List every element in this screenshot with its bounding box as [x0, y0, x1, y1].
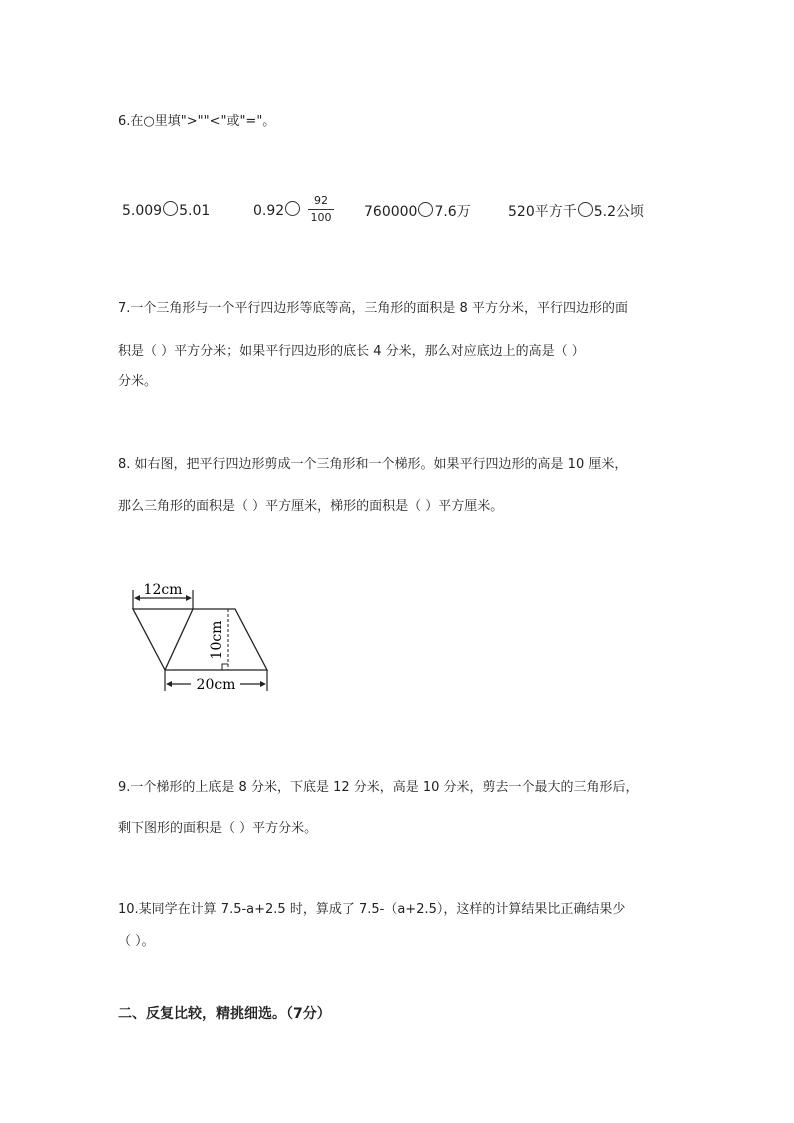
q8-line-1: 8. 如右图，把平行四边形剪成一个三角形和一个梯形。如果平行四边形的高是 10 厘米，: [118, 457, 628, 472]
q6-prompt: 6.在○里填">""<"或"="。: [118, 114, 276, 129]
section-2-title: 二、反复比较，精挑细选。（7分）: [118, 1006, 331, 1022]
q6-e4-left: 520平方千: [508, 204, 577, 220]
q6-e3-left: 760000: [364, 204, 418, 220]
compare-circle[interactable]: [163, 201, 178, 216]
arrow-left-icon: [134, 595, 140, 601]
q6-expr-3: [364, 201, 471, 221]
fraction-denominator: 100: [310, 211, 332, 224]
q6-e1-right: 5.01: [179, 203, 211, 219]
right-angle-mark: [222, 664, 228, 670]
q6-expr-1: [122, 201, 210, 219]
q7-line-1: 7.一个三角形与一个平行四边形等底等高，三角形的面积是 8 平方分米，平行四边形的面: [118, 301, 628, 316]
parallelogram-figure: [125, 578, 275, 696]
q6-e1-left: 5.009: [122, 203, 163, 219]
q6-e2-left: 0.92: [253, 203, 285, 219]
q10-line-2: （ ）。: [118, 934, 155, 949]
compare-circle[interactable]: [578, 202, 593, 217]
cut-line: [165, 609, 193, 670]
label-top: 12cm: [143, 582, 183, 598]
label-height: 10cm: [209, 620, 225, 660]
q6-e3-right: 7.6万: [434, 204, 471, 220]
arrow-right-icon: [186, 595, 192, 601]
q10-line-1: 10.某同学在计算 7.5-a+2.5 时，算成了 7.5-（a+2.5），这样的计算结果比正确结果少: [118, 902, 626, 917]
parallelogram-outline: [133, 609, 267, 670]
compare-circle[interactable]: [418, 202, 433, 217]
label-bottom: 20cm: [196, 677, 236, 693]
q9-line-2: 剩下图形的面积是（ ）平方分米。: [118, 821, 318, 836]
q8-line-2: 那么三角形的面积是（ ）平方厘米，梯形的面积是（ ）平方厘米。: [118, 499, 504, 514]
q6-expr-2: [253, 201, 301, 219]
arrow-left-icon: [166, 681, 172, 687]
arrow-right-icon: [260, 681, 266, 687]
q6-e4-right: 5.2公顷: [593, 204, 644, 220]
q6-fraction: [308, 193, 334, 226]
q6-expr-4: [508, 201, 644, 221]
q6-expressions: [118, 193, 678, 233]
q7-line-2: 积是（ ）平方分米；如果平行四边形的底长 4 分米，那么对应底边上的高是（ ）: [118, 344, 585, 359]
q9-line-1: 9.一个梯形的上底是 8 分米，下底是 12 分米，高是 10 分米，剪去一个最大的三角形后，: [118, 780, 639, 795]
compare-circle[interactable]: [285, 201, 300, 216]
q7-line-3: 分米。: [118, 374, 158, 389]
fraction-numerator: 92: [308, 193, 334, 210]
